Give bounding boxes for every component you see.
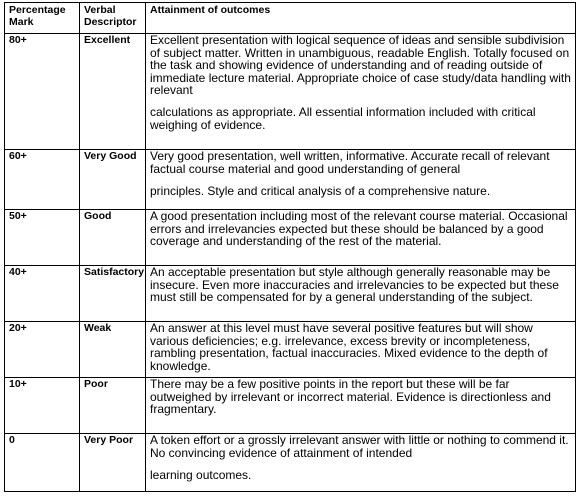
attainment-text-part: calculations as appropriate. All essential information included with critical weighing of evidence. bbox=[150, 104, 536, 132]
header-verbal-descriptor: Verbal Descriptor bbox=[80, 3, 146, 34]
percentage-mark: 60+ bbox=[5, 150, 80, 210]
grading-rubric-table bbox=[4, 2, 576, 492]
table-row bbox=[5, 34, 576, 150]
table-row bbox=[5, 150, 576, 210]
attainment-text bbox=[146, 34, 576, 150]
attainment-text bbox=[146, 150, 576, 210]
attainment-text bbox=[146, 266, 576, 322]
percentage-mark: 80+ bbox=[5, 34, 80, 150]
table-row bbox=[5, 434, 576, 492]
attainment-text-part: Very good presentation, well written, informative. Accurate recall of relevant factual course material and good understanding of general bbox=[150, 149, 550, 176]
attainment-text-part: principles. Style and critical analysis of a comprehensive nature. bbox=[150, 184, 491, 199]
percentage-mark: 0 bbox=[5, 434, 80, 492]
attainment-text-part: A token effort or a grossly irrelevant answer with little or nothing to commend it. No convincing evidence of attainment of intended bbox=[150, 433, 569, 460]
percentage-mark: 50+ bbox=[5, 210, 80, 266]
attainment-text-part: Excellent presentation with logical sequence of ideas and sensible subdivision of subject matter. Written in unambiguous, readable English. Totally focused on the task and showing evidence of understanding and of reading outside of immediate lecture material. Appropriate choice of case study/data handling with relevant bbox=[150, 33, 571, 98]
table-header-row bbox=[5, 3, 576, 34]
verbal-descriptor: Weak bbox=[80, 322, 146, 378]
verbal-descriptor: Very Poor bbox=[80, 434, 146, 492]
attainment-text-part: An answer at this level must have several positive features but will show various deficiencies; e.g. irrelevance, excess brevity or incompleteness, rambling presentation, factual inaccuracies. Mixed evidence to the depth of knowledge. bbox=[150, 321, 548, 373]
attainment-text-part: learning outcomes. bbox=[150, 468, 252, 483]
table-row bbox=[5, 266, 576, 322]
attainment-text bbox=[146, 210, 576, 266]
attainment-text-part: A good presentation including most of the relevant course material. Occasional errors and irrelevancies expected but these should be balanced by a good coverage and understanding of the rest of the material. bbox=[150, 209, 568, 249]
verbal-descriptor: Very Good bbox=[80, 150, 146, 210]
verbal-descriptor: Satisfactory bbox=[80, 266, 146, 322]
verbal-descriptor: Excellent bbox=[80, 34, 146, 150]
table-row bbox=[5, 378, 576, 434]
table-row bbox=[5, 322, 576, 378]
attainment-text bbox=[146, 434, 576, 492]
percentage-mark: 40+ bbox=[5, 266, 80, 322]
header-percentage-mark: Percentage Mark bbox=[5, 3, 80, 34]
percentage-mark: 20+ bbox=[5, 322, 80, 378]
percentage-mark: 10+ bbox=[5, 378, 80, 434]
table-row bbox=[5, 210, 576, 266]
verbal-descriptor: Poor bbox=[80, 378, 146, 434]
attainment-text-part: There may be a few positive points in the report but these will be far outweighed by irrelevant or incorrect material. Evidence is directionless and fragmentary. bbox=[150, 377, 551, 417]
header-attainment: Attainment of outcomes bbox=[146, 3, 576, 34]
attainment-text bbox=[146, 378, 576, 434]
attainment-text-part: An acceptable presentation but style although generally reasonable may be insecure. Even more inaccuracies and irrelevancies to be expected but these must still be compensated for by a general understanding of the subject. bbox=[150, 265, 559, 305]
verbal-descriptor: Good bbox=[80, 210, 146, 266]
attainment-text bbox=[146, 322, 576, 378]
